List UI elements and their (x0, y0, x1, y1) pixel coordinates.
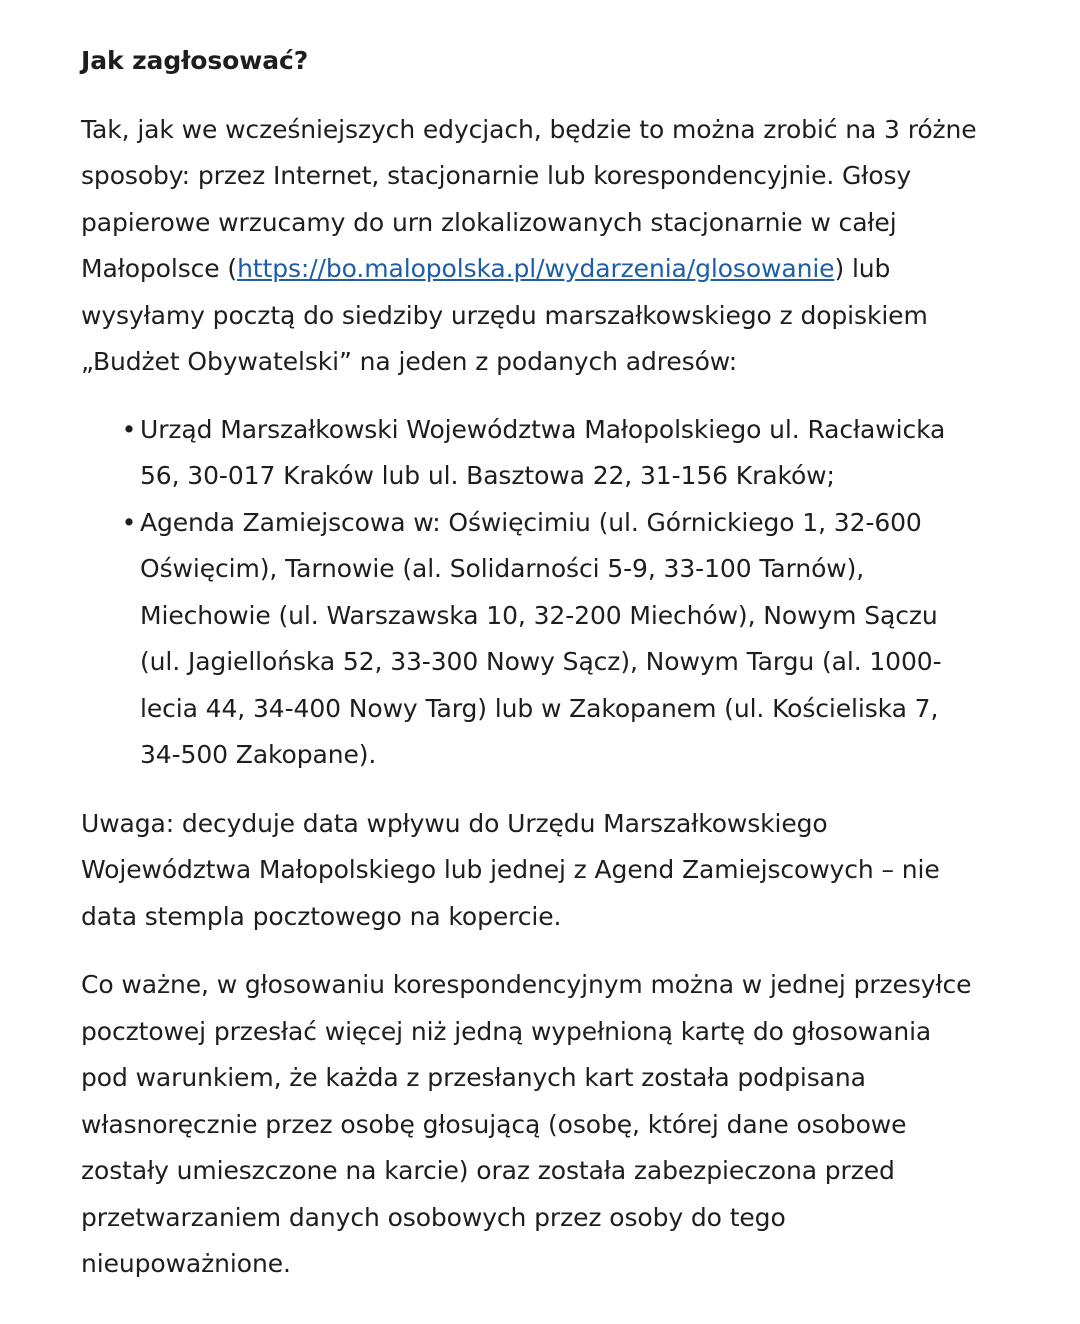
intro-text-before-link: Małopolsce ( (81, 254, 238, 283)
intro-text-after-link: ) lub (834, 254, 891, 283)
important-line: nieupoważnione. (81, 1249, 291, 1278)
address-line: 56, 30-017 Kraków lub ul. Basztowa 22, 31-156 Kraków; (140, 461, 835, 490)
intro-line-with-link (81, 246, 1021, 293)
address-line: Miechowie (ul. Warszawska 10, 32-200 Miechów), Nowym Sączu (140, 600, 938, 630)
address-list (81, 407, 1021, 779)
note-line: Uwaga: decyduje data wpływu do Urzędu Marszałkowskiego (81, 808, 828, 838)
intro-line: „Budżet Obywatelski” na jeden z podanych adresów: (81, 347, 738, 376)
address-line: Agenda Zamiejscowa w: Oświęcimiu (ul. Górnickiego 1, 32-600 (140, 507, 922, 537)
important-paragraph (81, 962, 1021, 1288)
voting-locations-link[interactable]: https://bo.malopolska.pl/wydarzenia/glosowanie (237, 254, 835, 283)
address-line: (ul. Jagiellońska 52, 33-300 Nowy Sącz), Nowym Targu (al. 1000- (140, 647, 942, 676)
important-line: zostały umieszczone na karcie) oraz została zabezpieczona przed (81, 1156, 895, 1185)
intro-line: wysyłamy pocztą do siedziby urzędu marszałkowskiego z dopiskiem (81, 300, 928, 330)
address-line: 34-500 Zakopane). (140, 740, 377, 769)
note-line: data stempla pocztowego na kopercie. (81, 901, 562, 931)
important-line: przetwarzaniem danych osobowych przez osoby do tego (81, 1202, 786, 1232)
address-line: lecia 44, 34-400 Nowy Targ) lub w Zakopanem (ul. Kościeliska 7, (140, 693, 939, 723)
important-line: Co ważne, w głosowaniu korespondencyjnym można w jednej przesyłce (81, 970, 972, 999)
intro-line: Tak, jak we wcześniejszych edycjach, będzie to można zrobić na 3 różne (81, 114, 977, 144)
important-line: własnoręcznie przez osobę głosującą (osobę, której dane osobowe (81, 1109, 907, 1139)
note-line: Województwa Małopolskiego lub jednej z Agend Zamiejscowych – nie (81, 855, 940, 884)
intro-line: papierowe wrzucamy do urn zlokalizowanych stacjonarnie w całej (81, 207, 897, 237)
intro-paragraph (81, 107, 1021, 386)
important-line: pocztowej przesłać więcej niż jedną wypełnioną kartę do głosowania (81, 1016, 932, 1046)
bullet-icon: • (121, 507, 137, 537)
address-line: Urząd Marszałkowski Województwa Małopolskiego ul. Racławicka (140, 414, 946, 444)
intro-line: sposoby: przez Internet, stacjonarnie lub korespondencyjnie. Głosy (81, 161, 912, 190)
address-list-item-agenda (81, 500, 1021, 779)
bullet-icon: • (121, 414, 137, 444)
section-heading: Jak zagłosować? (81, 46, 309, 75)
note-paragraph (81, 801, 1021, 941)
address-list-item-urzad (81, 407, 1021, 500)
document-body (81, 38, 1021, 1310)
address-line: Oświęcim), Tarnowie (al. Solidarności 5-9, 33-100 Tarnów), (140, 554, 865, 583)
important-line: pod warunkiem, że każda z przesłanych kart została podpisana (81, 1063, 866, 1092)
